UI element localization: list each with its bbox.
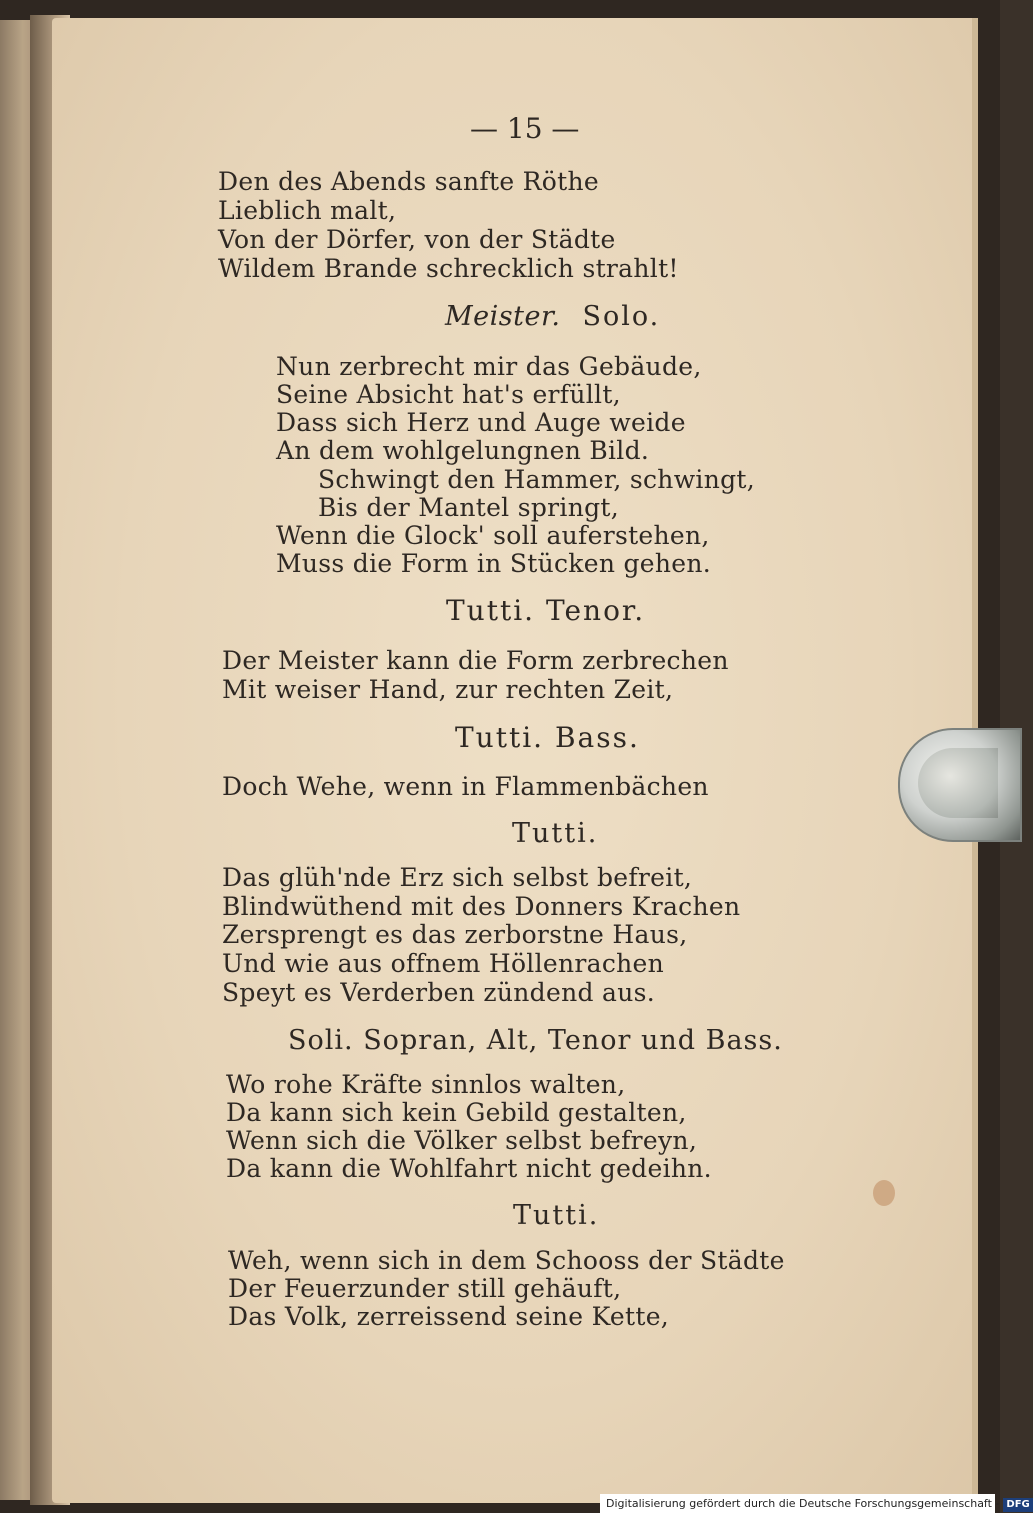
verse-line: Das Volk, zerreissend seine Kette,: [228, 1302, 670, 1331]
verse-line: Wenn sich die Völker selbst befreyn,: [226, 1126, 698, 1155]
verse-line: Der Meister kann die Form zerbrechen: [222, 646, 729, 675]
verse-line: Den des Abends sanfte Röthe: [218, 167, 599, 196]
dfg-logo: DFG: [1003, 1498, 1032, 1512]
verse-line: Da kann sich kein Gebild gestalten,: [226, 1098, 687, 1127]
paper-stain: [873, 1180, 895, 1206]
verse-line: Mit weiser Hand, zur rechten Zeit,: [222, 675, 674, 704]
heading-tutti-tenor: Tutti. Tenor.: [446, 594, 646, 627]
verse-line: Weh, wenn sich in dem Schooss der Städte: [228, 1246, 785, 1275]
verse-line: Nun zerbrecht mir das Gebäude,: [276, 352, 702, 381]
footer-text: Digitalisierung gefördert durch die Deutsche Forschungsgemeinschaft -: [606, 1497, 1000, 1510]
verse-line: Doch Wehe, wenn in Flammenbächen: [222, 772, 709, 801]
verse-line-indented: Schwingt den Hammer, schwingt,: [318, 465, 756, 494]
verse-line: Lieblich malt,: [218, 196, 397, 225]
verse-line: Der Feuerzunder still gehäuft,: [228, 1274, 622, 1303]
verse-line: Das glüh'nde Erz sich selbst befreit,: [222, 863, 693, 892]
verse-line: Seine Absicht hat's erfüllt,: [276, 380, 621, 409]
verse-line: Wo rohe Kräfte sinnlos walten,: [226, 1070, 626, 1099]
verse-line: Dass sich Herz und Auge weide: [276, 408, 686, 437]
clip-highlight: [918, 748, 998, 818]
verse-line: Speyt es Verderben zündend aus.: [222, 978, 656, 1007]
funding-footer: [600, 1494, 1030, 1513]
heading-tutti: Tutti.: [513, 1200, 600, 1231]
role-name: Meister.: [445, 301, 561, 332]
verse-line: Wildem Brande schrecklich strahlt!: [218, 254, 679, 283]
heading-tutti: Tutti.: [512, 818, 599, 849]
heading-meister-solo: [445, 301, 660, 332]
heading-tutti-bass: Tutti. Bass.: [455, 721, 640, 754]
verse-line: Da kann die Wohlfahrt nicht gedeihn.: [226, 1154, 712, 1183]
verse-line: Von der Dörfer, von der Städte: [218, 225, 616, 254]
part-name: Solo.: [582, 301, 661, 332]
verse-line: Zersprengt es das zerborstne Haus,: [222, 920, 688, 949]
verse-line: Wenn die Glock' soll auferstehen,: [276, 521, 710, 550]
verse-line: Muss die Form in Stücken gehen.: [276, 549, 712, 578]
verse-line: Blindwüthend mit des Donners Krachen: [222, 892, 741, 921]
heading-soli: Soli. Sopran, Alt, Tenor und Bass.: [288, 1025, 783, 1056]
page-number: — 15 —: [470, 112, 580, 145]
verse-line: An dem wohlgelungnen Bild.: [276, 436, 650, 465]
verse-line-indented: Bis der Mantel springt,: [318, 493, 620, 522]
verse-line: Und wie aus offnem Höllenrachen: [222, 949, 665, 978]
